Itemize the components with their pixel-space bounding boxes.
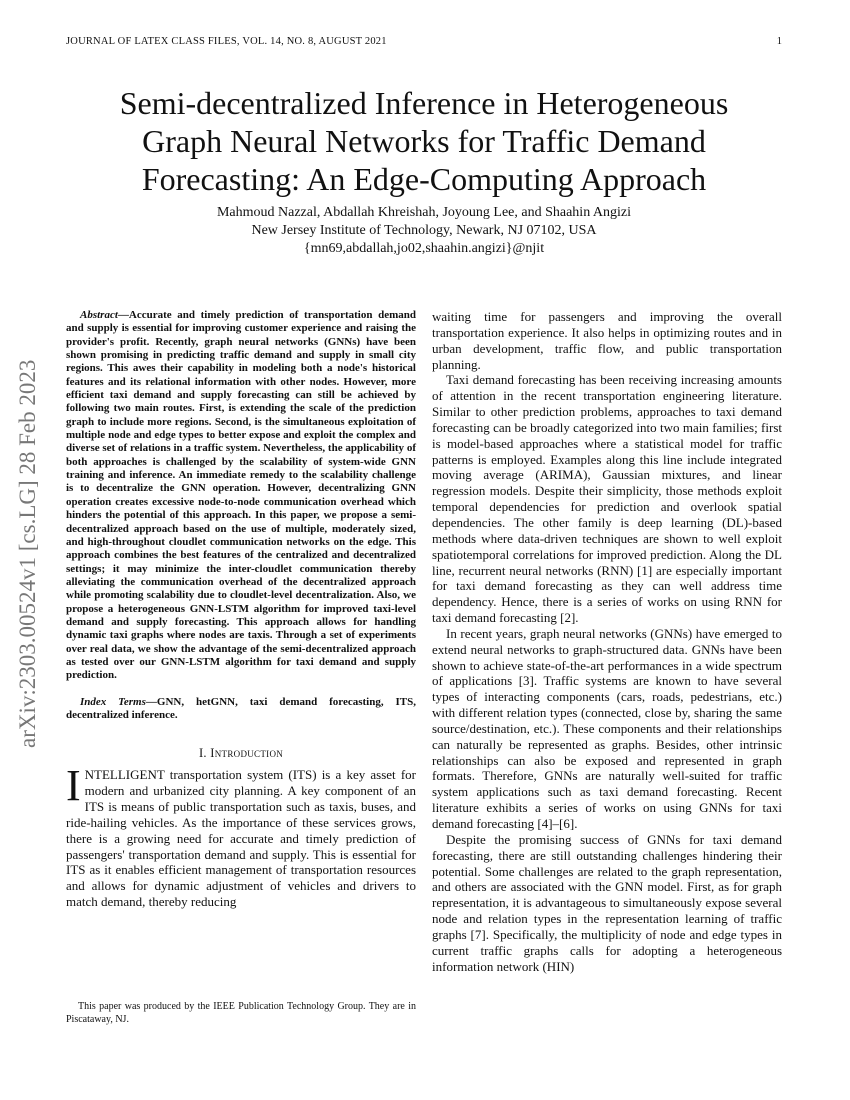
body-paragraph: Taxi demand forecasting has been receiving increasing amounts of attention in the recent transportation engineering literature. Similar to other prediction problems, approaches to taxi demand forecasting can be broadly categorized into two main families; first is model-based approaches where a statistical model for traffic patterns is employed. Examples along this line include integrated moving average (ARIMA), Gaussian mixtures, and linear regression models. Despite their simplicity, those methods exploit temporal dependencies for prediction and overlook spatial dependencies. The other family is deep learning (DL)-based methods where data-driven techniques are shown to well exploit spatiotemporal correlations for improved prediction. Along the DL line, recurrent neural networks (RNN) [1] are especially important for taxi demand forecasting as they can well address time dependency. Hence, there is a series of works on using RNN for taxi demand forecasting [2]. bbox=[432, 372, 782, 626]
abstract-label: Abstract bbox=[80, 309, 118, 321]
body-paragraph: In recent years, graph neural networks (GNNs) have emerged to extend neural networks to graph-structured data. GNNs have been shown to achieve state-of-the-art performances in a wide spectrum of applications [3]. Traffic systems are known to have several types of interacting components (cars, roads, pedestrians, etc.) with different relation types (connected, close by, sharing the same source/destination, etc.). These components and their relationships can naturally be represented as graphs. Besides, other intrinsic relationships can also be exposed and represented in graph formats. Therefore, GNNs are naturally well-suited for traffic system applications such as taxi demand forecasting. Recent literature exhibits a series of works on using GNNs for taxi demand forecasting [4]–[6]. bbox=[432, 625, 782, 831]
abstract bbox=[66, 309, 416, 683]
page-number: 1 bbox=[776, 36, 782, 47]
section-numeral: I. bbox=[198, 746, 207, 761]
section-title: Introduction bbox=[210, 746, 284, 761]
drop-cap: I bbox=[66, 761, 81, 811]
footnote: This paper was produced by the IEEE Publication Technology Group. They are in Piscataway, NJ. bbox=[66, 1001, 416, 1025]
intro-text: NTELLIGENT transportation system (ITS) is a key asset for modern and urbanized city planning. A key component of an ITS is means of public transportation such as taxis, buses, and ride-hailing vehicles. As the importance of these services grows, there is a growing need for accurate and timely prediction of passengers' transportation demand and supply. This is essential for ITS as it enables efficient management of transportation resources and allows for dynamic adjustment of vehicles and drivers to match demand, thereby reducing bbox=[66, 767, 416, 910]
body-paragraph: waiting time for passengers and improving the overall transportation experience. It also helps in optimizing routes and in urban development, traffic flow, and public transportation planning. bbox=[432, 309, 782, 372]
body-paragraph: Despite the promising success of GNNs for taxi demand forecasting, there are still outstanding challenges hindering their potential. Some challenges are related to the graph representation, and others are associated with the GNN model. First, as for graph representation, it is advantageous to simultaneously expose several node and relation types in the representation learning of traffic graphs [7]. Specifically, the multiplicity of node and edge types in current traffic graphs calls for adopting a heterogeneous information network (HIN) bbox=[432, 831, 782, 974]
author-block bbox=[66, 204, 782, 258]
abstract-text: —Accurate and timely prediction of transportation demand and supply is essential for improving customer experience and raising the provider's profit. Recently, graph neural networks (GNNs) have been shown promising in predicting traffic demand and supply in small city regions. This awes their capability in modeling both a node's historical features and its relational information with other nodes. However, more efficient taxi demand and supply forecasting can still be achieved by following two main routes. First, is extending the scale of the prediction graph to include more regions. Second, is the simultaneous exploitation of multiple node and edge types to better expose and exploit the complex and diverse set of relations in a traffic system. Nevertheless, the applicability of both approaches is challenged by the scalability of system-wide GNN training and inference. An immediate remedy to the scalability challenge is to decentralize the GNN operation. However, decentralizing GNN operation creates excessive node-to-node communication overhead which hinders the potential of this approach. In this paper, we propose a semi-decentralized approach based on the use of multiple, moderately sized, and high-throughout cloudlet communication networks on the edge. This approach combines the best features of the centralized and decentralized settings; it may minimize the inter-cloudlet communication thereby alleviating the communication overhead of the decentralized approach while promoting scalability due to cloudlet-level decentralization. Also, we propose a heterogeneous GNN-LSTM algorithm for improved taxi-level demand and supply forecasting. This approach allows for handling dynamic taxi graphs where nodes are taxis. Through a set of experiments over real data, we show the advantage of the semi-decentralized approach as tested over our GNN-LSTM algorithm for taxi demand and supply prediction. bbox=[66, 309, 416, 682]
index-terms-label: Index Terms bbox=[80, 695, 146, 708]
right-column bbox=[432, 309, 782, 974]
section-heading bbox=[66, 746, 416, 761]
author-affiliation: New Jersey Institute of Technology, Newark, NJ 07102, USA bbox=[251, 223, 597, 238]
intro-paragraph bbox=[66, 761, 416, 910]
index-terms-text: —GNN, hetGNN, taxi demand forecasting, ITS, decentralized inference. bbox=[66, 695, 416, 721]
journal-name: JOURNAL OF LATEX CLASS FILES, VOL. 14, NO. 8, AUGUST 2021 bbox=[66, 36, 387, 47]
arxiv-stamp: arXiv:2303.00524v1 [cs.LG] 28 Feb 2023 bbox=[15, 359, 40, 749]
title-line: Graph Neural Networks for Traffic Demand bbox=[142, 123, 706, 159]
author-email: {mn69,abdallah,jo02,shaahin.angizi}@njit bbox=[303, 241, 545, 256]
title-line: Forecasting: An Edge-Computing Approach bbox=[141, 161, 707, 197]
author-names: Mahmoud Nazzal, Abdallah Khreishah, Joyoung Lee, and Shaahin Angizi bbox=[216, 205, 632, 220]
title-line: Semi-decentralized Inference in Heterogeneous bbox=[119, 85, 729, 121]
left-column bbox=[66, 309, 416, 910]
index-terms bbox=[66, 696, 416, 723]
paper-title bbox=[66, 84, 782, 198]
